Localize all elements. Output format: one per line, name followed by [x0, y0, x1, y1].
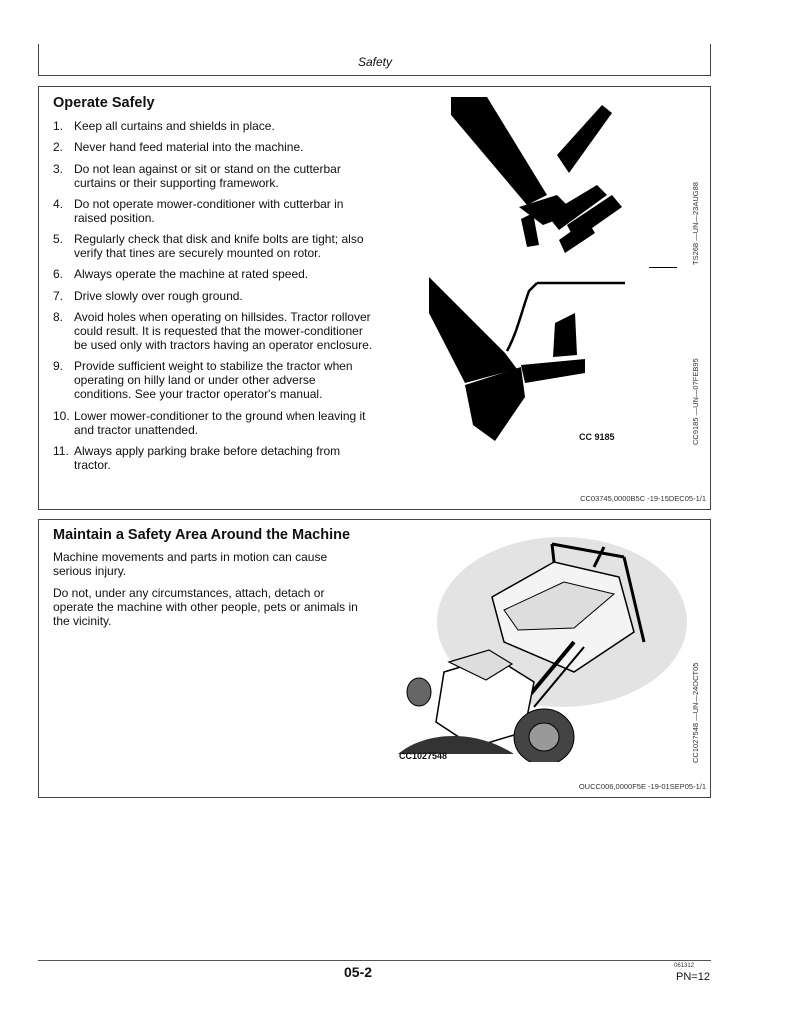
operate-safely-section: [38, 86, 711, 510]
list-item: 1. Keep all curtains and shields in place.: [53, 119, 275, 133]
tractor-mower-illustration: [394, 532, 704, 762]
footer-divider: [38, 960, 711, 961]
page-number: 05-2: [344, 964, 373, 980]
section-heading: Operate Safely: [53, 95, 155, 111]
list-item: 5. Regularly check that disk and knife bolts are tight; also verify that tines are securely mounted on rotor.: [53, 232, 364, 261]
doc-code: OUCC006,0000F5E -19-01SEP05-1/1: [578, 782, 706, 791]
section-title: Safety: [357, 55, 392, 69]
side-code: CC1027548 —UN—24OCT05: [691, 662, 700, 763]
section-heading: Maintain a Safety Area Around the Machine: [53, 527, 351, 543]
safety-area-section: [38, 519, 711, 798]
list-item: 8. Avoid holes when operating on hillsides. Tractor rollover could result. It is requested that the mower-conditioner be used only with tractors having an operator enclosure.: [53, 310, 373, 353]
pn-label: PN=12: [676, 971, 710, 983]
safety-steps-list: [53, 119, 373, 479]
warning-paragraph: Machine movements and parts in motion can cause serious injury.: [53, 550, 328, 578]
figure-label: CC1027548: [399, 751, 448, 761]
list-item: 2. Never hand feed material into the machine.: [53, 140, 304, 155]
list-item: 11. Always apply parking brake before detaching from tractor.: [53, 443, 341, 472]
list-item: 7. Drive slowly over rough ground.: [53, 288, 243, 303]
side-code-bottom: CC9185 —UN—07FEB95: [691, 358, 700, 445]
divider: [649, 267, 677, 268]
instruction-paragraph: Do not, under any circumstances, attach, detach or operate the machine with other people, pets or animals in the vicinity.: [53, 586, 358, 628]
side-code-top: TS268 —UN—23AUG88: [691, 182, 700, 265]
figure-label: CC 9185: [579, 432, 615, 442]
hand-hazard-icon: [447, 95, 647, 255]
list-item: 3. Do not lean against or sit or stand on the cutterbar curtains or their supporting framework.: [53, 161, 341, 190]
doc-code: CC03745,0000B5C -19-15DEC05-1/1: [580, 494, 706, 503]
small-code: 061312: [674, 963, 695, 969]
list-item: 4. Do not operate mower-conditioner with cutterbar in raised position.: [53, 196, 344, 225]
page-header: [38, 44, 711, 76]
hand-caught-icon: [425, 273, 645, 443]
list-item: 10. Lower mower-conditioner to the ground when leaving it and tractor unattended.: [53, 408, 366, 437]
list-item: 9. Provide sufficient weight to stabilize the tractor when operating on hilly land or under other adverse conditions. See your tractor operator's manual.: [53, 359, 353, 402]
list-item: 6. Always operate the machine at rated speed.: [53, 267, 309, 282]
